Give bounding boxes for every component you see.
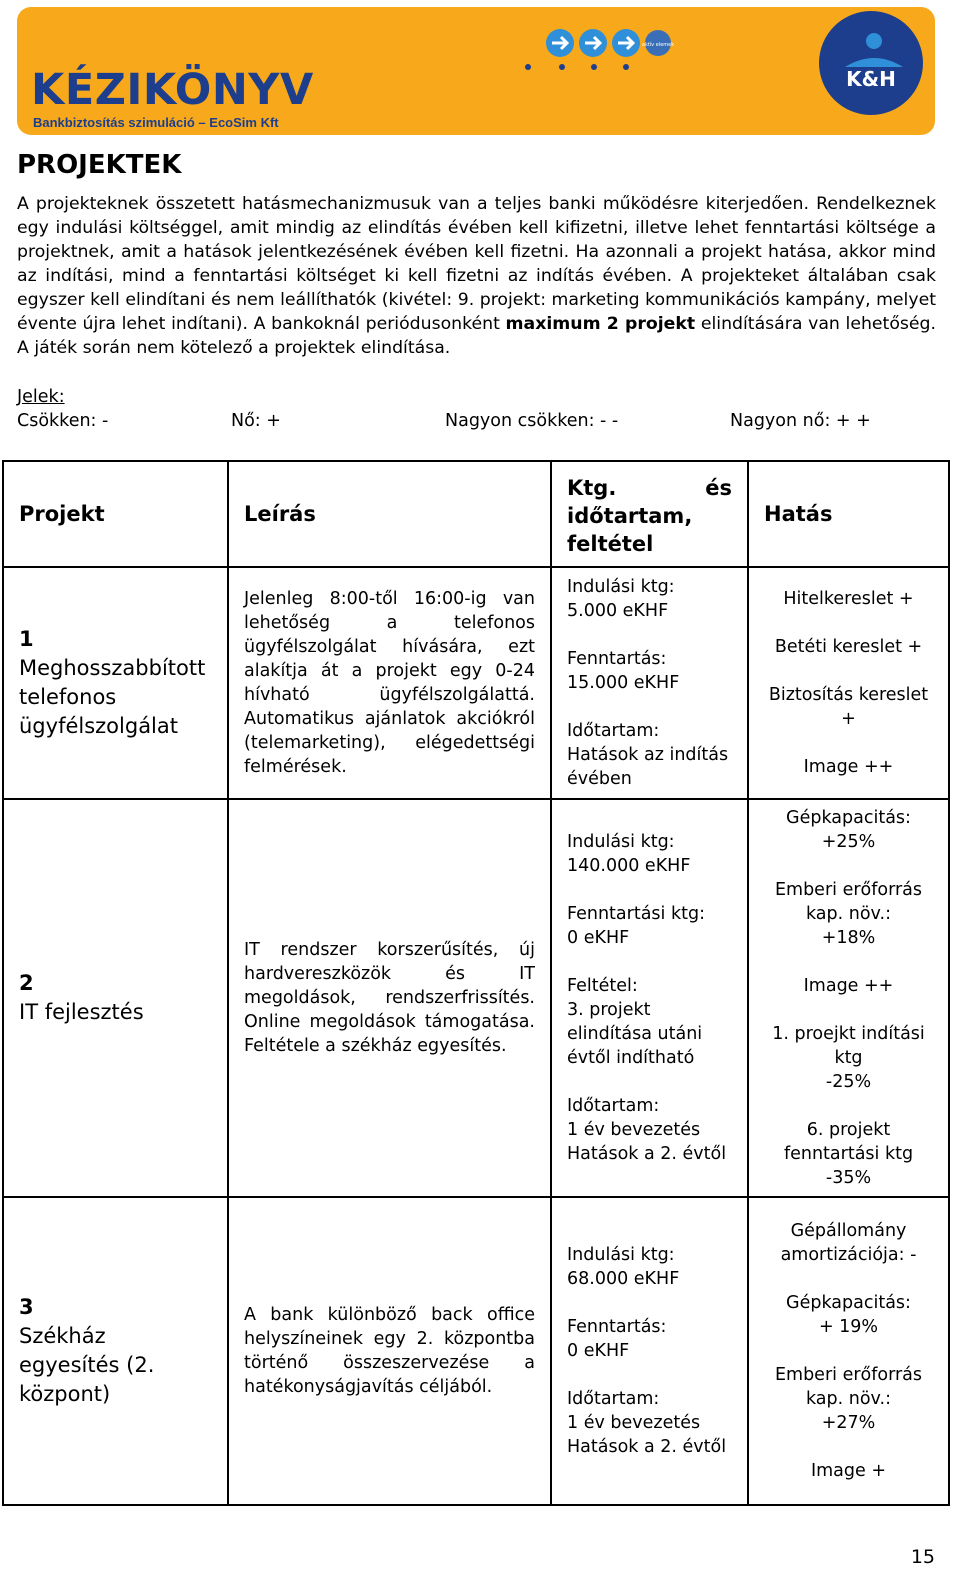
header-cost <box>551 461 748 567</box>
effect-item: 6. projekt fenntartási ktg -35% <box>783 1120 914 1188</box>
project-effect-cell <box>748 799 949 1197</box>
header-cost-c: időtartam, feltétel <box>567 504 693 556</box>
signs-label: Jelek: <box>17 387 65 407</box>
cost-item: Feltétel: 3. projekt elindítása utáni évtől indítható <box>567 976 703 1068</box>
person-logo-icon <box>819 11 923 115</box>
cost-item: Időtartam: Hatások az indítás évében <box>567 721 729 789</box>
document-subtitle: Bankbiztosítás szimuláció – EcoSim Kft <box>33 115 279 130</box>
effect-item: Hitelkereslet + <box>783 589 914 609</box>
project-number: 2 <box>19 971 34 995</box>
project-description: A bank különböző back office helyszíneinek egy 2. központba történő összeszervezése a hatékonyságjavítás céljából. <box>228 1197 551 1505</box>
project-number: 3 <box>19 1295 34 1319</box>
table-row <box>3 567 949 799</box>
table-row <box>3 799 949 1197</box>
header-effect: Hatás <box>748 461 949 567</box>
project-cost-cell <box>551 1197 748 1505</box>
logo-text: K&H <box>846 67 896 91</box>
project-cost-cell <box>551 567 748 799</box>
page-number: 15 <box>910 1546 935 1568</box>
arrow-badge-text: aktív elemek <box>641 42 675 48</box>
section-title: PROJEKTEK <box>17 150 182 180</box>
cost-item: Fenntartás: 15.000 eKHF <box>567 649 680 693</box>
header-project: Projekt <box>3 461 228 567</box>
header-cost-a: Ktg. <box>567 476 617 500</box>
sign-increase: Nő: + <box>231 411 281 431</box>
project-number: 1 <box>19 627 34 651</box>
bank-logo <box>819 11 923 115</box>
table-header-row <box>3 461 949 567</box>
intro-text-1: A projekteknek összetett hatásmechanizmusuk van a teljes banki működésre kiterjedően. Rendelkeznek egy indulási költséggel, amit mindig az elindítás évében kell kifizetni, illetve lehet fenntartási költsége a projektnek, amit a hatások jelentkezésének évében kell fizetni. Ha azonnali a projekt hatása, akkor mind az indítási, mind a fenntartási költséget ki kell fizetni az indítás évében. A projekteket általában csak egyszer kell elindítani és nem leállíthatók (kivétel: 9. projekt: marketing kommunikációs kampány, melyet évente újra lehet indítani). A bankoknál periódusonként <box>17 194 936 334</box>
effect-item: Image + <box>810 1461 887 1481</box>
cost-item: Indulási ktg: 68.000 eKHF <box>567 1245 680 1289</box>
cost-item: Fenntartási ktg: 0 eKHF <box>567 904 705 948</box>
effect-item: Gépkapacitás: + 19% <box>786 1293 911 1337</box>
project-name: Székház egyesítés (2. központ) <box>19 1324 155 1406</box>
project-description: IT rendszer korszerűsítés, új hardvereszközök és IT megoldások, rendszerfrissítés. Online megoldások támogatása. Feltétele a székház egyesítés. <box>228 799 551 1197</box>
cost-item: Időtartam: 1 év bevezetés Hatások a 2. évtől <box>567 1389 727 1457</box>
project-description: Jelenleg 8:00-től 16:00-ig van lehetőség a telefonos ügyfélszolgálat hívására, ezt alakítja át a projekt egy 0-24 hívható ügyfélszolgálattá. Automatikus ajánlatok akciókról (telemarketing), elégedettségi felmérések. <box>228 567 551 799</box>
effect-item: Image ++ <box>803 757 894 777</box>
table-row <box>3 1197 949 1505</box>
project-effect-cell <box>748 1197 949 1505</box>
project-cell <box>3 799 228 1197</box>
sign-strong-increase: Nagyon nő: + + <box>730 411 871 431</box>
intro-bold: maximum 2 projekt <box>505 314 696 334</box>
project-effect-cell <box>748 567 949 799</box>
arrow-icons <box>522 25 702 75</box>
project-cell <box>3 1197 228 1505</box>
cost-item: Indulási ktg: 5.000 eKHF <box>567 577 675 621</box>
project-name: IT fejlesztés <box>19 1000 144 1024</box>
header-description: Leírás <box>228 461 551 567</box>
effect-item: Emberi erőforrás kap. növ.: +18% <box>774 880 923 948</box>
effect-item: 1. proejkt indítási ktg -25% <box>772 1024 925 1092</box>
effect-item: Gépállomány amortizációja: - <box>780 1221 917 1265</box>
effect-item: Emberi erőforrás kap. növ.: +27% <box>774 1365 923 1433</box>
cost-item: Indulási ktg: 140.000 eKHF <box>567 832 691 876</box>
sign-decrease: Csökken: - <box>17 411 109 431</box>
intro-text-2: elindítására van lehetőség. A játék során nem kötelező a projektek elindítása. <box>17 314 937 358</box>
cost-item: Időtartam: 1 év bevezetés Hatások a 2. évtől <box>567 1096 727 1164</box>
project-name: Meghosszabbított telefonos ügyfélszolgálat <box>19 656 206 738</box>
project-cost-cell <box>551 799 748 1197</box>
project-cell <box>3 567 228 799</box>
sign-strong-decrease: Nagyon csökken: - - <box>445 411 619 431</box>
intro-paragraph <box>17 192 936 360</box>
projects-table <box>2 460 950 1506</box>
effect-item: Betéti kereslet + <box>774 637 923 657</box>
header-cost-b: és <box>705 476 732 500</box>
effect-item: Image ++ <box>803 976 894 996</box>
document-title: KÉZIKÖNYV <box>31 65 314 115</box>
header-banner <box>17 7 935 135</box>
table-body <box>3 567 949 1505</box>
cost-item: Fenntartás: 0 eKHF <box>567 1317 667 1361</box>
effect-item: Gépkapacitás: +25% <box>786 808 911 852</box>
effect-item: Biztosítás kereslet + <box>768 685 929 729</box>
